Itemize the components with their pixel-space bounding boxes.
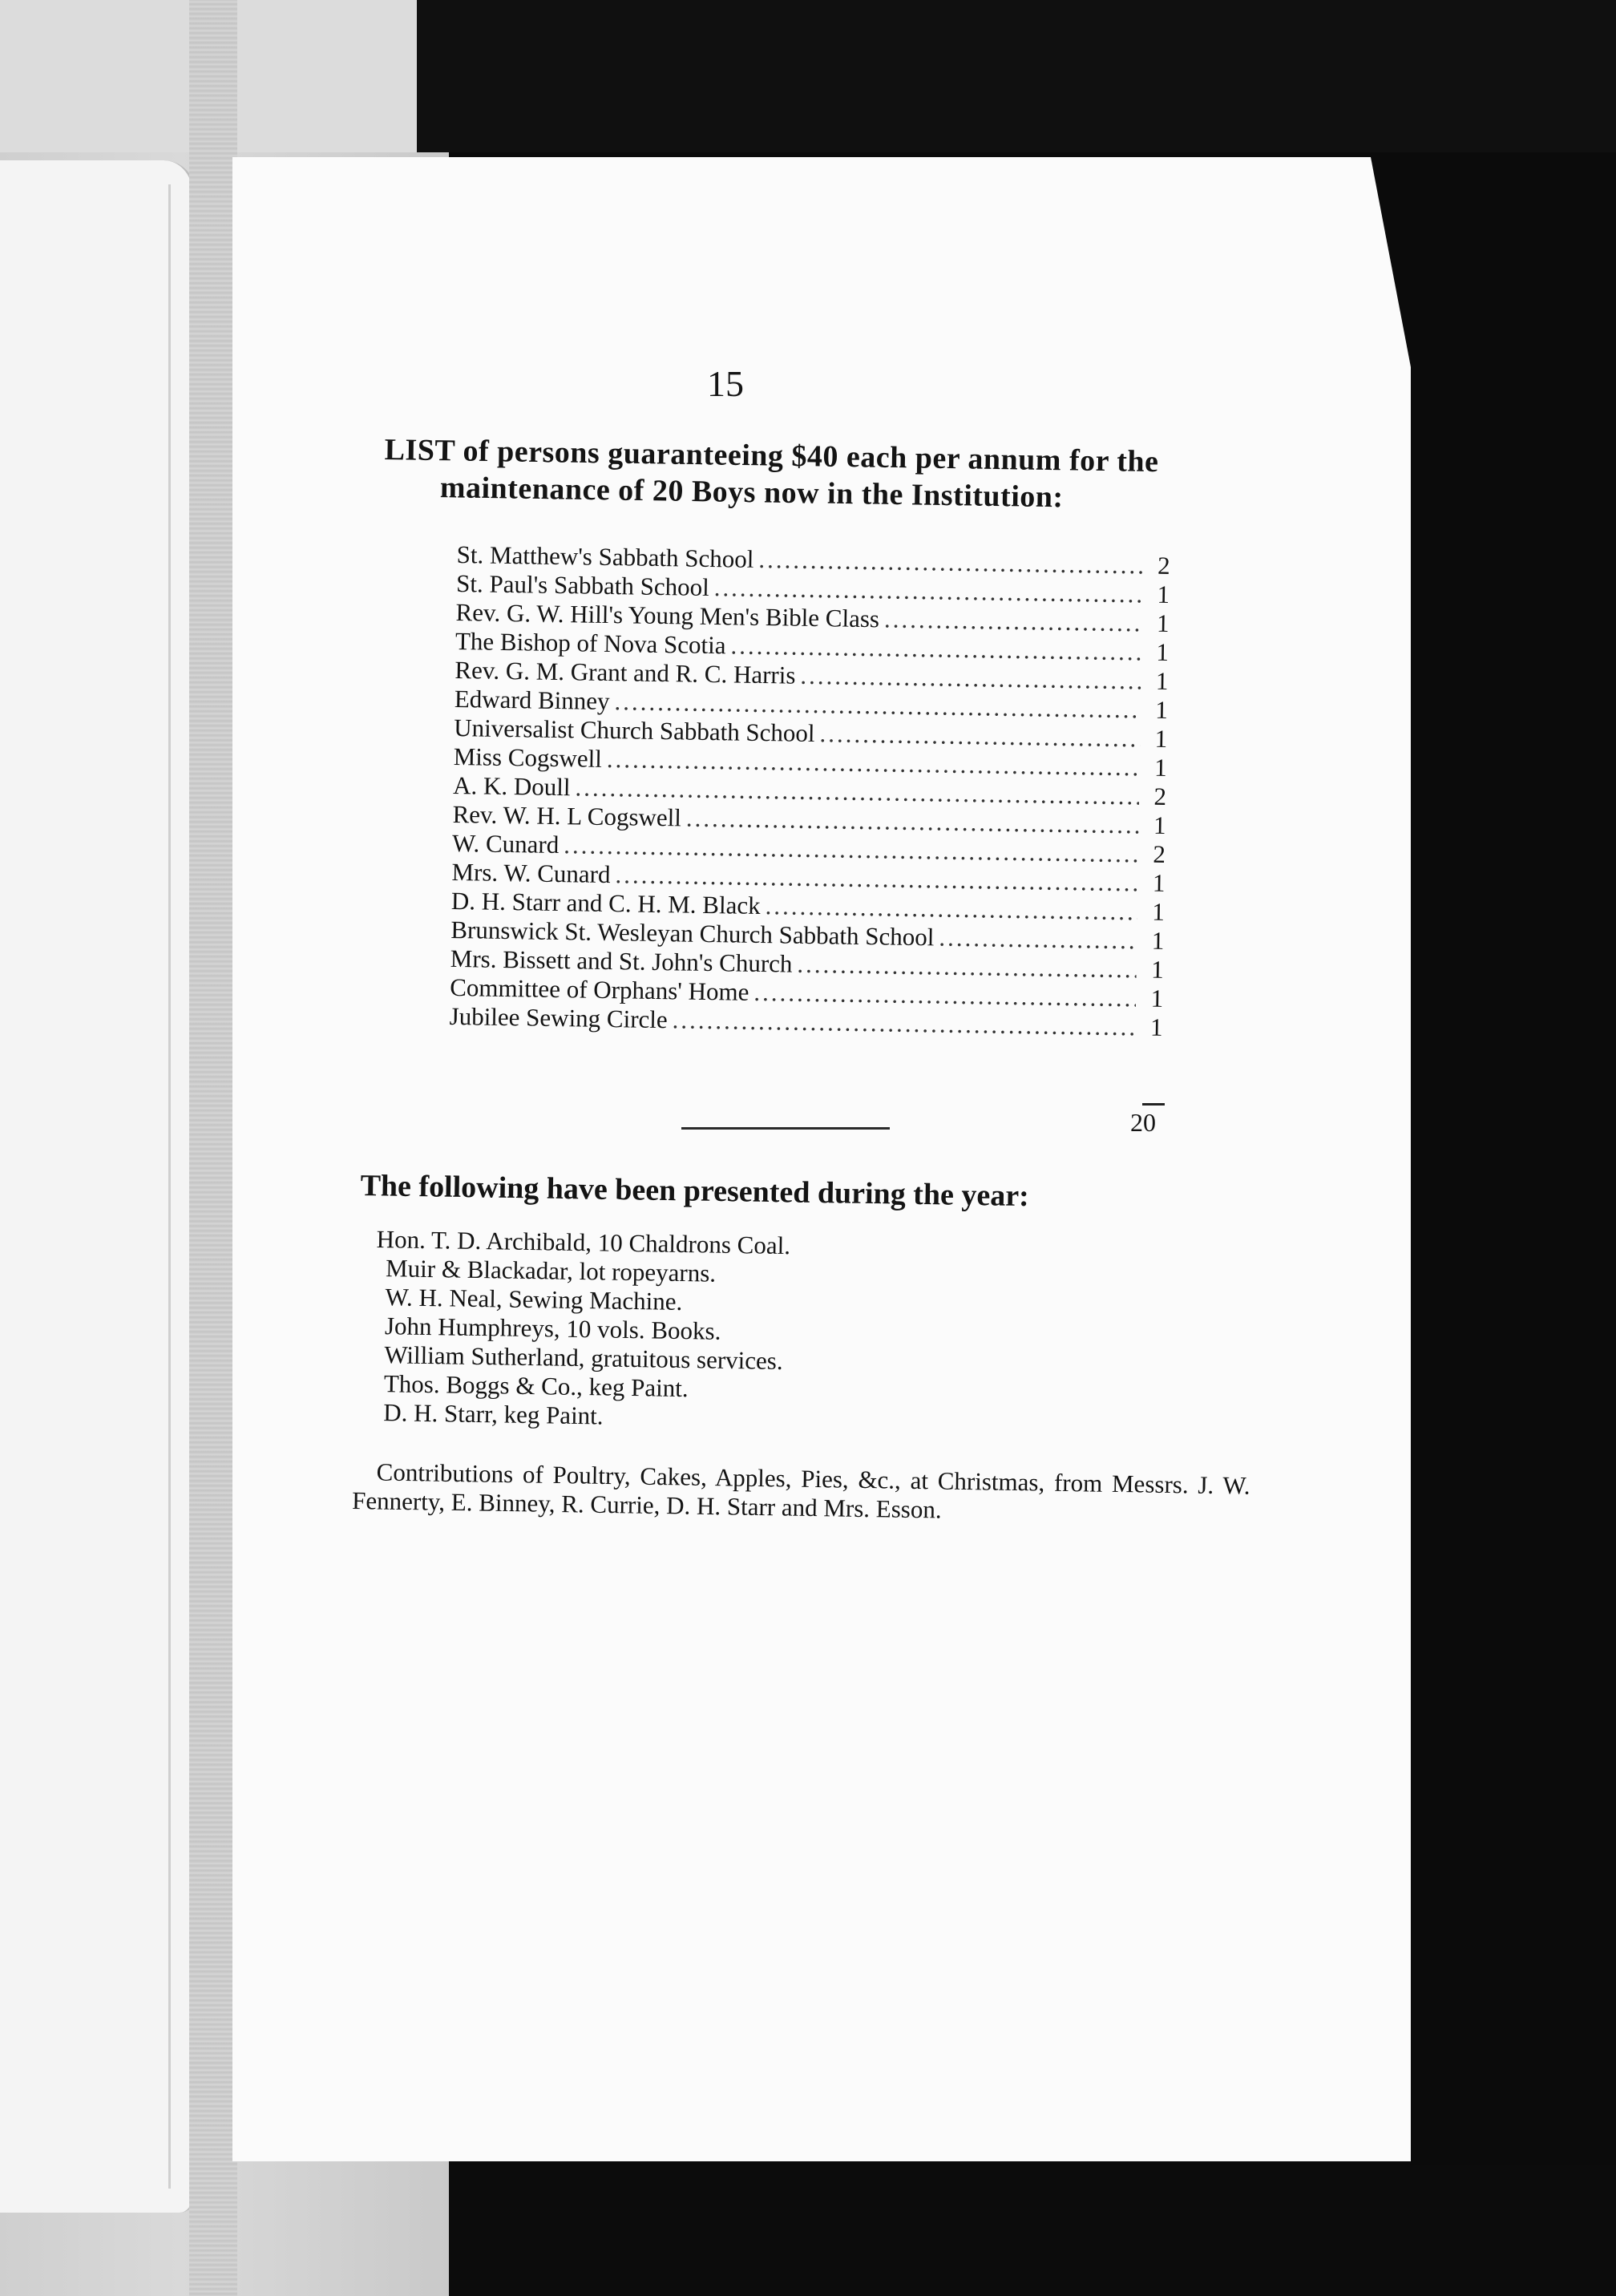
list-item-count: 1 xyxy=(1157,580,1170,608)
list-item-name: Brunswick St. Wesleyan Church Sabbath School xyxy=(450,915,935,952)
presented-item: Hon. T. D. Archibald, 10 Chaldrons Coal. xyxy=(376,1225,791,1260)
bottom-dark-border xyxy=(449,2165,1616,2296)
list-item-count: 1 xyxy=(1149,1013,1163,1041)
list-item-name: Rev. G. W. Hill's Young Men's Bible Class xyxy=(455,597,880,633)
list-item-name: Committee of Orphans' Home xyxy=(449,972,749,1006)
section-separator xyxy=(681,1127,890,1130)
list-item-name: Rev. G. M. Grant and R. C. Harris xyxy=(454,655,796,689)
list-heading-line2: maintenance of 20 Boys now in the Institution: xyxy=(439,471,1064,515)
book-binding xyxy=(189,0,237,2296)
list-item-count: 1 xyxy=(1150,955,1164,984)
list-heading xyxy=(384,431,1283,519)
list-item-name: St. Matthew's Sabbath School xyxy=(456,540,754,573)
list-item-count: 2 xyxy=(1153,782,1167,810)
list-item-count: 1 xyxy=(1155,695,1169,724)
list-item-name: The Bishop of Nova Scotia xyxy=(454,626,726,660)
list-item-count: 1 xyxy=(1155,666,1169,695)
list-item-name: Mrs. Bissett and St. John's Church xyxy=(450,944,793,978)
list-total: 20 xyxy=(1130,1108,1156,1137)
list-item-count: 1 xyxy=(1156,637,1170,666)
guarantor-list xyxy=(449,540,1170,1042)
presented-item: D. H. Starr, keg Paint. xyxy=(383,1398,604,1430)
list-item-name: Miss Cogswell xyxy=(453,742,603,773)
list-item-count: 1 xyxy=(1152,897,1166,926)
list-item-count: 2 xyxy=(1153,839,1166,868)
list-heading-line1: LIST of persons guaranteeing $40 each per annum for the xyxy=(384,432,1159,479)
presented-item: W. H. Neal, Sewing Machine. xyxy=(385,1283,683,1316)
presented-item: Muir & Blackadar, lot ropeyarns. xyxy=(385,1254,717,1287)
list-item-name: St. Paul's Sabbath School xyxy=(455,568,710,601)
list-item-name: Rev. W. H. L Cogswell xyxy=(452,799,682,832)
list-item-name: A. K. Doull xyxy=(452,770,571,802)
list-item-count: 1 xyxy=(1152,868,1166,897)
list-item-name: D. H. Starr and C. H. M. Black xyxy=(450,886,761,920)
list-item-count: 1 xyxy=(1154,724,1168,753)
list-item-name: Jubilee Sewing Circle xyxy=(449,1001,668,1034)
list-item-count: 2 xyxy=(1157,551,1170,580)
leader-dots xyxy=(672,1005,1135,1041)
list-item-count: 1 xyxy=(1153,753,1167,782)
list-item-name: Universalist Church Sabbath School xyxy=(454,713,815,748)
presented-item: Thos. Boggs & Co., keg Paint. xyxy=(383,1369,689,1403)
list-item-name: W. Cunard xyxy=(451,828,560,859)
leader-dots xyxy=(939,924,1137,956)
list-item-name: Mrs. W. Cunard xyxy=(451,857,611,889)
list-item-count: 1 xyxy=(1151,926,1165,955)
leader-dots xyxy=(884,604,1142,637)
list-item-count: 1 xyxy=(1156,608,1170,637)
list-item-count: 1 xyxy=(1153,810,1166,839)
contributions-paragraph: Contributions of Poultry, Cakes, Apples, Pies, &c., at Christmas, from Messrs. J. W. Fennerty, E. Binney, R. Currie, D. H. Starr and Mrs. Esson. xyxy=(351,1457,1250,1524)
list-item-count: 1 xyxy=(1150,984,1164,1013)
page-number: 15 xyxy=(707,363,744,404)
page-content xyxy=(232,157,1411,2161)
leader-dots xyxy=(819,719,1140,753)
total-rule xyxy=(1142,1103,1165,1106)
presented-heading: The following have been presented during the year: xyxy=(360,1168,1030,1214)
presented-item: John Humphreys, 10 vols. Books. xyxy=(384,1312,721,1345)
presented-item: William Sutherland, gratuitous services. xyxy=(384,1340,783,1375)
previous-page-inner-edge xyxy=(0,184,171,2189)
list-item-name: Edward Binney xyxy=(454,684,610,716)
presented-list xyxy=(374,1225,1258,1441)
